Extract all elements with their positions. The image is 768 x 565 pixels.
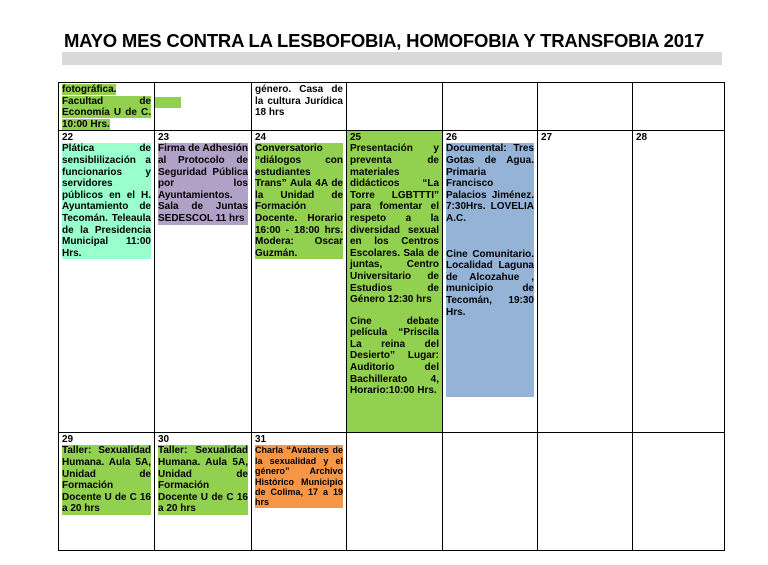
calendar-cell: [155, 83, 252, 131]
calendar-cell: [443, 433, 538, 551]
event-text: Firma de Adhesión al Protocolo de Seguridad Pública por los Ayuntamientos. Sala de Juntas SEDESCOL 11 hrs: [158, 143, 248, 224]
calendar-cell-25: [347, 131, 443, 433]
event-text: Conversatorio “diálogos con estudiantes Trans” Aula 4A de la Unidad de Formación Docente. Horario 16:00 - 18:00 hrs. Modera: Oscar Guzmán.: [255, 143, 343, 259]
day-number: 30: [158, 434, 170, 446]
day-number: 25: [350, 132, 362, 144]
event-text: Taller: Sexualidad Humana. Aula 5A, Unidad de Formación Docente U de C 16 a 20 hrs: [62, 445, 151, 515]
calendar-cell-24: [252, 131, 347, 433]
day-number: 23: [158, 132, 170, 144]
day-number: 22: [62, 132, 74, 144]
calendar-week-row: [59, 83, 725, 131]
calendar-cell-29: [59, 433, 155, 551]
event-text: Charla “Avatares de la sexualidad y el género” Archivo Histórico Municipio de Colima, 17 a 19 hrs: [255, 445, 343, 508]
day-number: 28: [636, 132, 648, 144]
highlight-mark: [155, 97, 181, 108]
calendar-cell: [347, 433, 443, 551]
day-number: 29: [62, 434, 74, 446]
calendar-cell-31: [252, 433, 347, 551]
calendar-cell-30: [155, 433, 252, 551]
calendar-cell: [443, 83, 538, 131]
event-text: fotográfica. Facultad de Economía U de C. 10:00 Hrs.: [62, 84, 151, 130]
calendar-cell: [633, 83, 725, 131]
calendar-cell: [538, 83, 633, 131]
calendar-cell: [633, 433, 725, 551]
calendar-week-row: [59, 433, 725, 551]
calendar-cell-27: [538, 131, 633, 433]
day-number: 24: [255, 132, 267, 144]
calendar-week-row: [59, 131, 725, 433]
day-number: 27: [541, 132, 553, 144]
event-text: Plática de sensiblilización a funcionarios y servidores públicos en el H. Ayuntamiento de Tecomán. Teleaula de la Presidencia Municipal 11:00 Hrs.: [62, 143, 151, 259]
calendar-cell-22: [59, 131, 155, 433]
event-text: Presentación y preventa de materiales didácticos “La Torre LGBTTTI” para fomentar el respeto a la diversidad sexual en los Centros Escolares. Sala de juntas, Centro Universitario de Estudios de Género 12:30 hrs Cine debate película “Priscila La reina del Desierto” Lugar: Auditorio del Bachillerato 4, Horario:10:00 Hrs.: [350, 143, 439, 397]
day-number: 31: [255, 434, 267, 446]
calendar-cell: [252, 83, 347, 131]
header-bar: [62, 52, 722, 65]
page-title: MAYO MES CONTRA LA LESBOFOBIA, HOMOFOBIA Y TRANSFOBIA 2017: [63, 30, 705, 51]
day-number: 26: [446, 132, 458, 144]
event-text: Taller: Sexualidad Humana. Aula 5A, Unidad de Formación Docente U de C 16 a 20 hrs: [158, 445, 248, 515]
calendar-cell-28: [633, 131, 725, 433]
event-text: género. Casa de la cultura Jurídica 18 hrs: [255, 84, 343, 119]
event-text: Documental: Tres Gotas de Agua. Primaria Francisco Palacios Jiménez. 7:30Hrs. LOVELIA A.C. Cine Comunitario. Localidad Laguna de Alcozahue , municipio de Tecomán, 19:30 Hrs.: [446, 143, 534, 397]
calendar-cell: [538, 433, 633, 551]
calendar-cell: [347, 83, 443, 131]
calendar-cell-26: [443, 131, 538, 433]
calendar-cell-23: [155, 131, 252, 433]
calendar-table: [58, 82, 725, 551]
calendar-cell: [59, 83, 155, 131]
